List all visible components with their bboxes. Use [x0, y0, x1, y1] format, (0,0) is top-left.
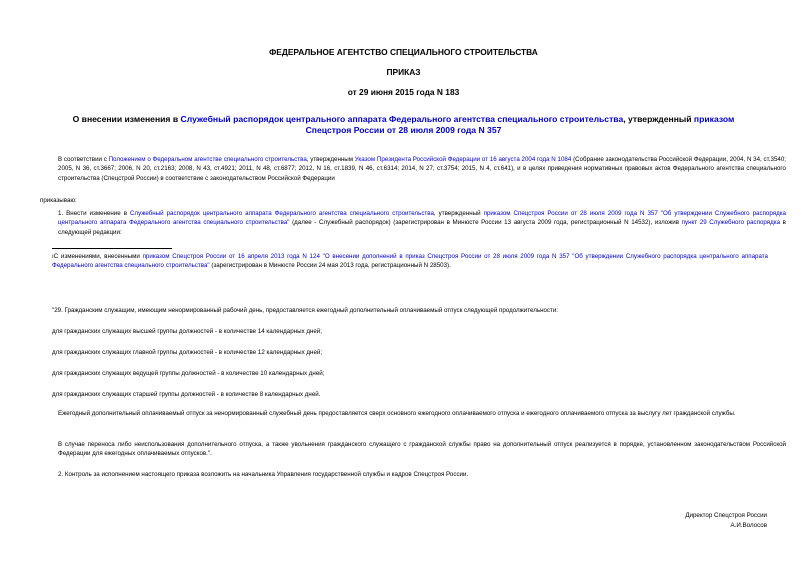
point29-item-senior: для гражданских служащих высшей группы должностей - в количестве 14 календарных дней; [52, 328, 322, 335]
item1-link-regulations[interactable]: Служебный распорядок центрального аппарата Федерального агентства специального строительства [129, 210, 434, 217]
footnote-marker-icon: ı [52, 253, 54, 260]
subject-link-order-357[interactable]: приказом Спецстроя России от 28 июля 2009 года N 357 [305, 114, 735, 135]
item-1-paragraph [40, 209, 786, 237]
preamble-link-decree[interactable]: Указом Президента Российской Федерации от 16 августа 2004 года N 1084 [354, 156, 572, 163]
document-date-number: от 29 июня 2015 года N 183 [347, 87, 460, 97]
footnote-link-order-124[interactable]: приказом Спецстроя России от 16 апреля 2013 года N 124 "О внесении дополнений в приказ Спецстроя России от 28 июля 2009 года N 357 "Об утверждении Служебного распорядка центрального аппарата Федерального агентства специального строительства" [52, 253, 768, 270]
preamble-link-regulation[interactable]: Положением о Федеральном агентстве специального строительства [108, 156, 307, 163]
footnote-divider [52, 248, 172, 249]
subject-text-1: О внесении изменения в [72, 114, 181, 124]
point29-item-leading: для гражданских служащих ведущей группы должностей - в количестве 10 календарных дней; [52, 370, 325, 377]
point29-intro: "29. Гражданским служащим, имеющим ненормированный рабочий день, предоставляется ежегодный дополнительный оплачиваемый отпуск следующей продолжительности: [52, 307, 559, 314]
document-type: ПРИКАЗ [386, 67, 421, 77]
point29-paragraph-2: Ежегодный дополнительный оплачиваемый отпуск за ненормированный служебный день предоставляется сверх основного ежегодного оплачиваемого отпуска и ежегодного оплачиваемого отпуска за выслугу лет гражданской службы. [58, 410, 736, 417]
item1-text-4: в следующей редакции: [58, 219, 786, 236]
document-subject [52, 114, 755, 136]
signature-name: А.И.Волосов [730, 522, 767, 529]
subject-text-2: , утвержденный [623, 114, 694, 124]
preamble-text-2: , утвержденным [306, 156, 355, 163]
item-2-paragraph: 2. Контроль за исполнением настоящего приказа возложить на начальника Управления государственной службы и кадров Спецстроя России. [58, 471, 469, 478]
footnote-paragraph [52, 252, 768, 271]
point29-item-older: для гражданских служащих старшей группы должностей - в количестве 8 календарных дней. [52, 391, 321, 398]
agency-title: ФЕДЕРАЛЬНОЕ АГЕНТСТВО СПЕЦИАЛЬНОГО СТРОИТЕЛЬСТВА [269, 47, 538, 57]
item1-text-2: , утвержденный [433, 210, 484, 217]
item1-text-1: 1. Внести изменение в [58, 210, 130, 217]
item1-link-point-29[interactable]: пункт 29 Служебного распорядка [681, 219, 781, 227]
order-word: приказываю: [40, 197, 77, 204]
point29-paragraph-3: В случае переноса либо неиспользования дополнительного отпуска, а также увольнения гражданского служащего с гражданской службы право на дополнительный отпуск реализуется в порядке, установленном законодательством Российской Федерации для ежегодных оплачиваемых отпусков.". [58, 441, 786, 458]
subject-link-regulations[interactable]: Служебный распорядок центрального аппарата Федерального агентства специального строительства [180, 114, 624, 124]
preamble-paragraph [40, 155, 786, 183]
footnote-text-2: (зарегистрирован в Минюсте России 24 мая 2013 года, регистрационный N 28503). [209, 262, 451, 270]
item1-link-order-357[interactable]: приказом Спецстроя России от 28 июля 2009 года N 357 "Об утверждении Служебного распорядка центрального аппарата Федерального агентства специального строительства" [58, 210, 786, 227]
footnote-text-1: С изменениями, внесенными [53, 253, 143, 260]
preamble-text-3: (Собрание законодательства Российской Федерации, 2004, N 34, ст.3540; 2005, N 36, ст.3667; 2006, N 20, ст.2163; 2008, N 43, ст.4921; 2011, N 48, ст.6877; 2012, N 16, ст.1839, N 46, ст.6314; 2014, N 27, ст.3754; 2015, N 4, ст.641), и в целях приведения нормативных правовых актов Федерального агентства специального строительства (Спецстрой России) в соответствие с законодательством Российской Федерации [58, 156, 786, 182]
preamble-text-1: В соответствии с [58, 156, 109, 163]
item1-text-3: (далее - Служебный распорядок) (зарегистрирован в Минюсте России 13 августа 2009 года, регистрационный N 14532), изложив [289, 219, 682, 227]
point29-item-main: для гражданских служащих главной группы должностей - в количестве 12 календарных дней; [52, 349, 323, 356]
signature-position: Директор Спецстроя России [685, 512, 767, 519]
